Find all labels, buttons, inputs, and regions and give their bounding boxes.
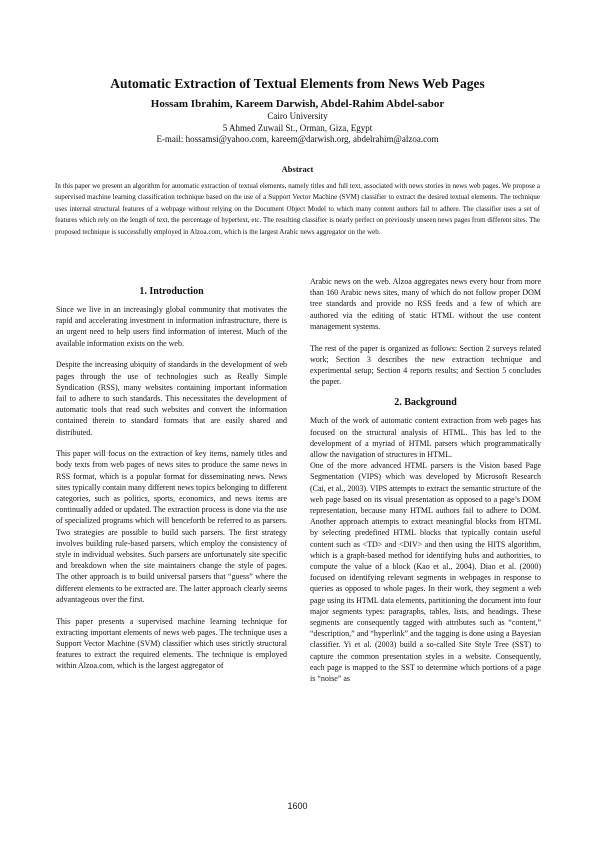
page-number: 1600 <box>287 801 308 811</box>
email-line: E-mail: hossamsi@yahoo.com, kareem@darwish.org, abdelrahim@alzoa.com <box>156 134 439 144</box>
paragraph: This paper will focus on the extraction of key items, namely titles and body texts from web pages of news sites to produce the same news in RSS format, which is a popular format for disseminating news. News sites typically contain many different news topics belonging to different categories, such as politics, sports, economics, and news items are continually added or updated. The extraction process is done via the use of specialized programs which will henceforth be referred to as parsers. Two strategies are possible to build such parsers. The first strategy involves building rule-based parsers, which employ the consistency of style in individual websites. Such parsers are unfortunately site specific and breakdown when the site maintainers change the style of pages. The other approach is to build universal parsers that “guess” where the different elements to be extracted are. The latter approach clearly seems advantageous over the first. <box>56 449 287 604</box>
section-heading-introduction: 1. Introduction <box>139 286 204 297</box>
abstract-heading: Abstract <box>281 164 314 174</box>
affiliation <box>40 111 555 146</box>
paragraph: The rest of the paper is organized as follows: Section 2 surveys related work; Section 3 describes the new extraction technique and experimental setup; Section 4 reports results; and Section 5 concludes the paper. <box>310 343 541 387</box>
institution: Cairo University <box>267 111 328 121</box>
paragraph: Arabic news on the web. Alzoa aggregates news every hour from more than 160 Arabic news sites, many of which do not follow proper DOM tree standards and provide no RSS feeds and a few of which are authored via the editing of static HTML without the use content management systems. <box>310 277 541 331</box>
paper-title: Automatic Extraction of Textual Elements from News Web Pages <box>110 76 485 91</box>
address: 5 Ahmed Zuwail St., Orman, Giza, Egypt <box>222 122 373 133</box>
paragraph: Despite the increasing ubiquity of standards in the development of web pages through the use of technologies such as Really Simple Syndication (RSS), many websites containing important information fail to adhere to such standards. This necessitates the development of automatic tools that read such websites and convert the information contained therein to standard formats that are easily shared and distributed. <box>56 360 287 437</box>
section-heading-background: 2. Background <box>394 397 457 409</box>
paragraph: One of the more advanced HTML parsers is the Vision based Page Segmentation (VIPS) which was developed by Microsoft Research (Cai, et al., 2003). VIPS attempts to extract the semantic structure of the web page based on its visual presentation as opposed to a page’s DOM representation, because many HTML authors fail to adhere to DOM. Another approach attempts to extract meaningful blocks from HTML by selecting predefined HTML blocks that typically contain useful content such as <TD> and <DIV> and then using the HITS algorithm, which is a graph-based method for identifying hubs and authorities, to compute the value of a block (Kao et al., 2004). Diao et al. (2000) focused on identifying relevant segments in webpages in response to queries as opposed to whole pages. In their work, they segment a web page using its HTML data elements, partitioning the document into four major segments types: paragraphs, tables, lists, and headings. These segments are consequently tagged with attributes such as “content,” “description,” and “hyperlink” and the tagging is done using a Bayesian classifier. Yi et al. (2003) build a so-called Site Style Tree (SST) to capture the common presentation styles in a website. Consequently, each page is mapped to the SST to determine which portions of a page is “noise” as <box>310 461 541 683</box>
paragraph: Since we live in an increasingly global community that motivates the rapid and accelerating investment in information infrastructure, there is an urgent need to help users find information of interest. Much of the available information exists on the web. <box>56 305 287 348</box>
paragraph: Much of the work of automatic content extraction from web pages has focused on the structural analysis of HTML. This has led to the development of a myriad of HTML parsers which programmatically allow the navigation of structures in HTML. <box>310 416 541 459</box>
right-column <box>310 276 541 684</box>
paragraph: This paper presents a supervised machine learning technique for extracting important elements of news web pages. The technique uses a Support Vector Machine (SVM) classifier which uses strictly structural features to extract the required elements. The technique is employed within Alzoa.com, which is the largest aggregator of <box>56 616 287 671</box>
author-list: Hossam Ibrahim, Kareem Darwish, Abdel-Rahim Abdel-sabor <box>150 98 445 110</box>
left-column <box>56 278 287 672</box>
abstract-text: In this paper we present an algorithm for automatic extraction of textual elements, namely titles and full text, associated with news stories in news web pages. We propose a supervised machine learning classification technique based on the use of a Support Vector Machine (SVM) classifier to extract the desired textual elements. The technique uses internal structural features of a webpage without relying on the Document Object Model to which many content authors fail to adhere. The classifier uses a set of features which rely on the length of text, the percentage of hypertext, etc. The resulting classifier is nearly perfect on previously unseen news pages from different sites. The proposed technique is successfully employed in Alzoa.com, which is the largest Arabic news aggregator on the web. <box>55 182 540 236</box>
